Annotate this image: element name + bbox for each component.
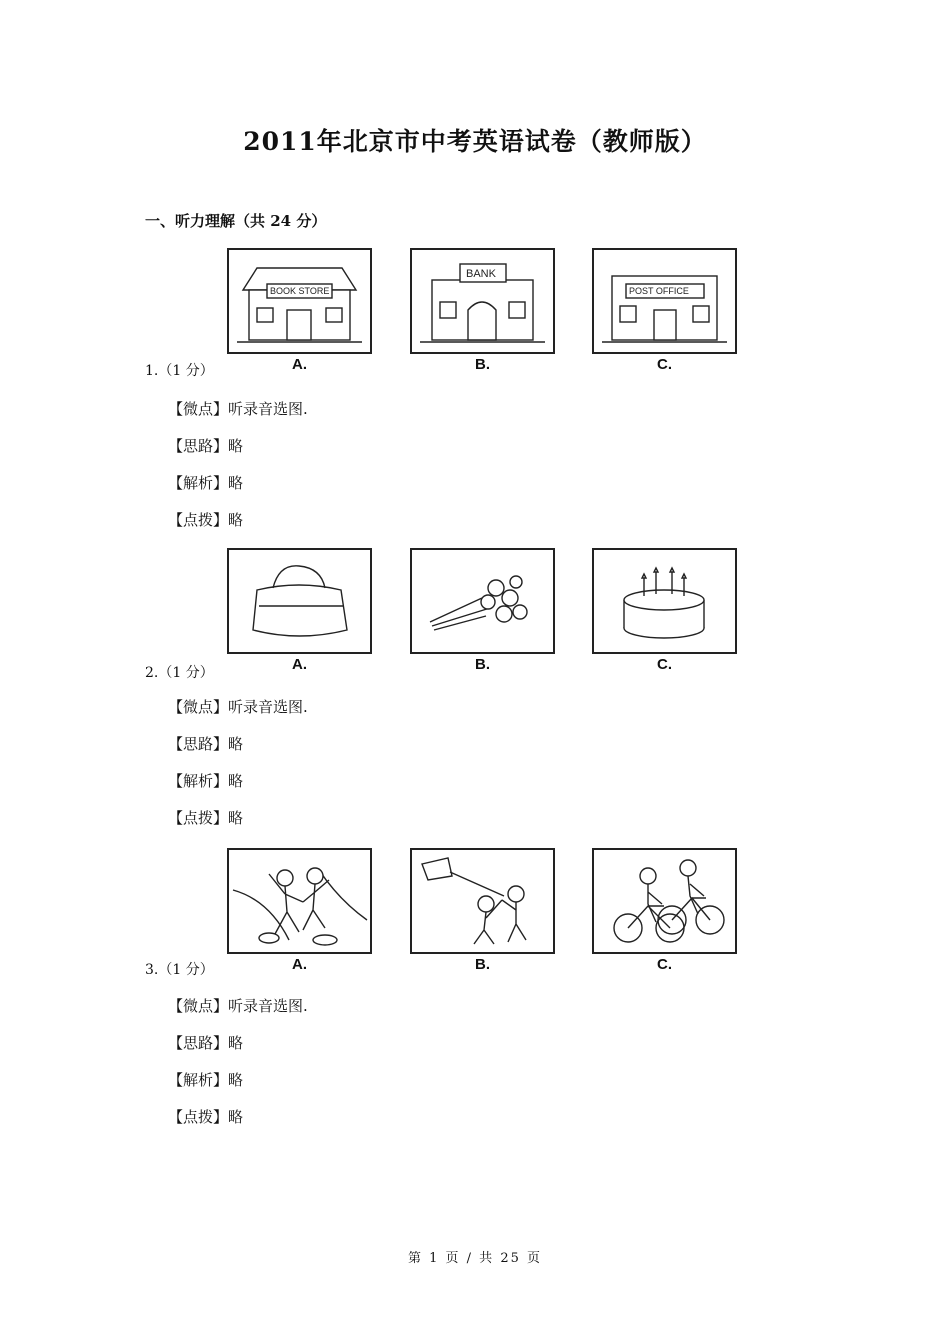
page-footer: 第 1 页 / 共 25 页 xyxy=(408,1251,542,1266)
flower-bouquet-icon xyxy=(412,550,553,652)
note-idea: 【思路】略 xyxy=(168,735,244,753)
note-point: 【微点】听录音选图. xyxy=(168,400,308,418)
option-3c xyxy=(592,848,737,973)
book-store-icon xyxy=(229,250,370,352)
note-analysis: 【解析】略 xyxy=(168,772,244,790)
option-3b xyxy=(410,848,555,973)
option-1c xyxy=(592,248,737,373)
document-title: 2011年北京市中考英语试卷（教师版） xyxy=(243,127,707,156)
option-letter: B. xyxy=(475,956,490,973)
note-tip: 【点拨】略 xyxy=(168,1108,244,1126)
question-number: 3.（1 分） xyxy=(145,962,214,978)
note-idea: 【思路】略 xyxy=(168,437,244,455)
option-2b xyxy=(410,548,555,673)
note-idea: 【思路】略 xyxy=(168,1034,244,1052)
option-1b xyxy=(410,248,555,373)
note-point: 【微点】听录音选图. xyxy=(168,997,308,1015)
note-tip: 【点拨】略 xyxy=(168,809,244,827)
option-letter: B. xyxy=(475,656,490,673)
svg-text:BOOK STORE: BOOK STORE xyxy=(270,286,330,296)
climbing-children-icon xyxy=(229,850,370,952)
option-1a xyxy=(227,248,372,373)
question-number: 2.（1 分） xyxy=(145,665,214,681)
cycling-children-icon xyxy=(594,850,735,952)
option-letter: B. xyxy=(475,356,490,373)
option-letter: C. xyxy=(657,956,672,973)
bank-icon xyxy=(412,250,553,352)
kite-flying-children-icon xyxy=(412,850,553,952)
option-letter: A. xyxy=(292,656,307,673)
option-3a xyxy=(227,848,372,973)
note-point: 【微点】听录音选图. xyxy=(168,698,308,716)
post-office-icon xyxy=(594,250,735,352)
note-analysis: 【解析】略 xyxy=(168,1071,244,1089)
option-2c xyxy=(592,548,737,673)
option-letter: A. xyxy=(292,356,307,373)
svg-text:POST OFFICE: POST OFFICE xyxy=(629,286,689,296)
option-letter: C. xyxy=(657,656,672,673)
svg-text:BANK: BANK xyxy=(466,268,496,280)
birthday-cake-icon xyxy=(594,550,735,652)
option-letter: C. xyxy=(657,356,672,373)
section-heading: 一、听力理解（共 24 分） xyxy=(145,212,327,230)
option-2a xyxy=(227,548,372,673)
handbag-icon xyxy=(229,550,370,652)
option-letter: A. xyxy=(292,956,307,973)
question-number: 1.（1 分） xyxy=(145,363,214,379)
note-tip: 【点拨】略 xyxy=(168,511,244,529)
note-analysis: 【解析】略 xyxy=(168,474,244,492)
